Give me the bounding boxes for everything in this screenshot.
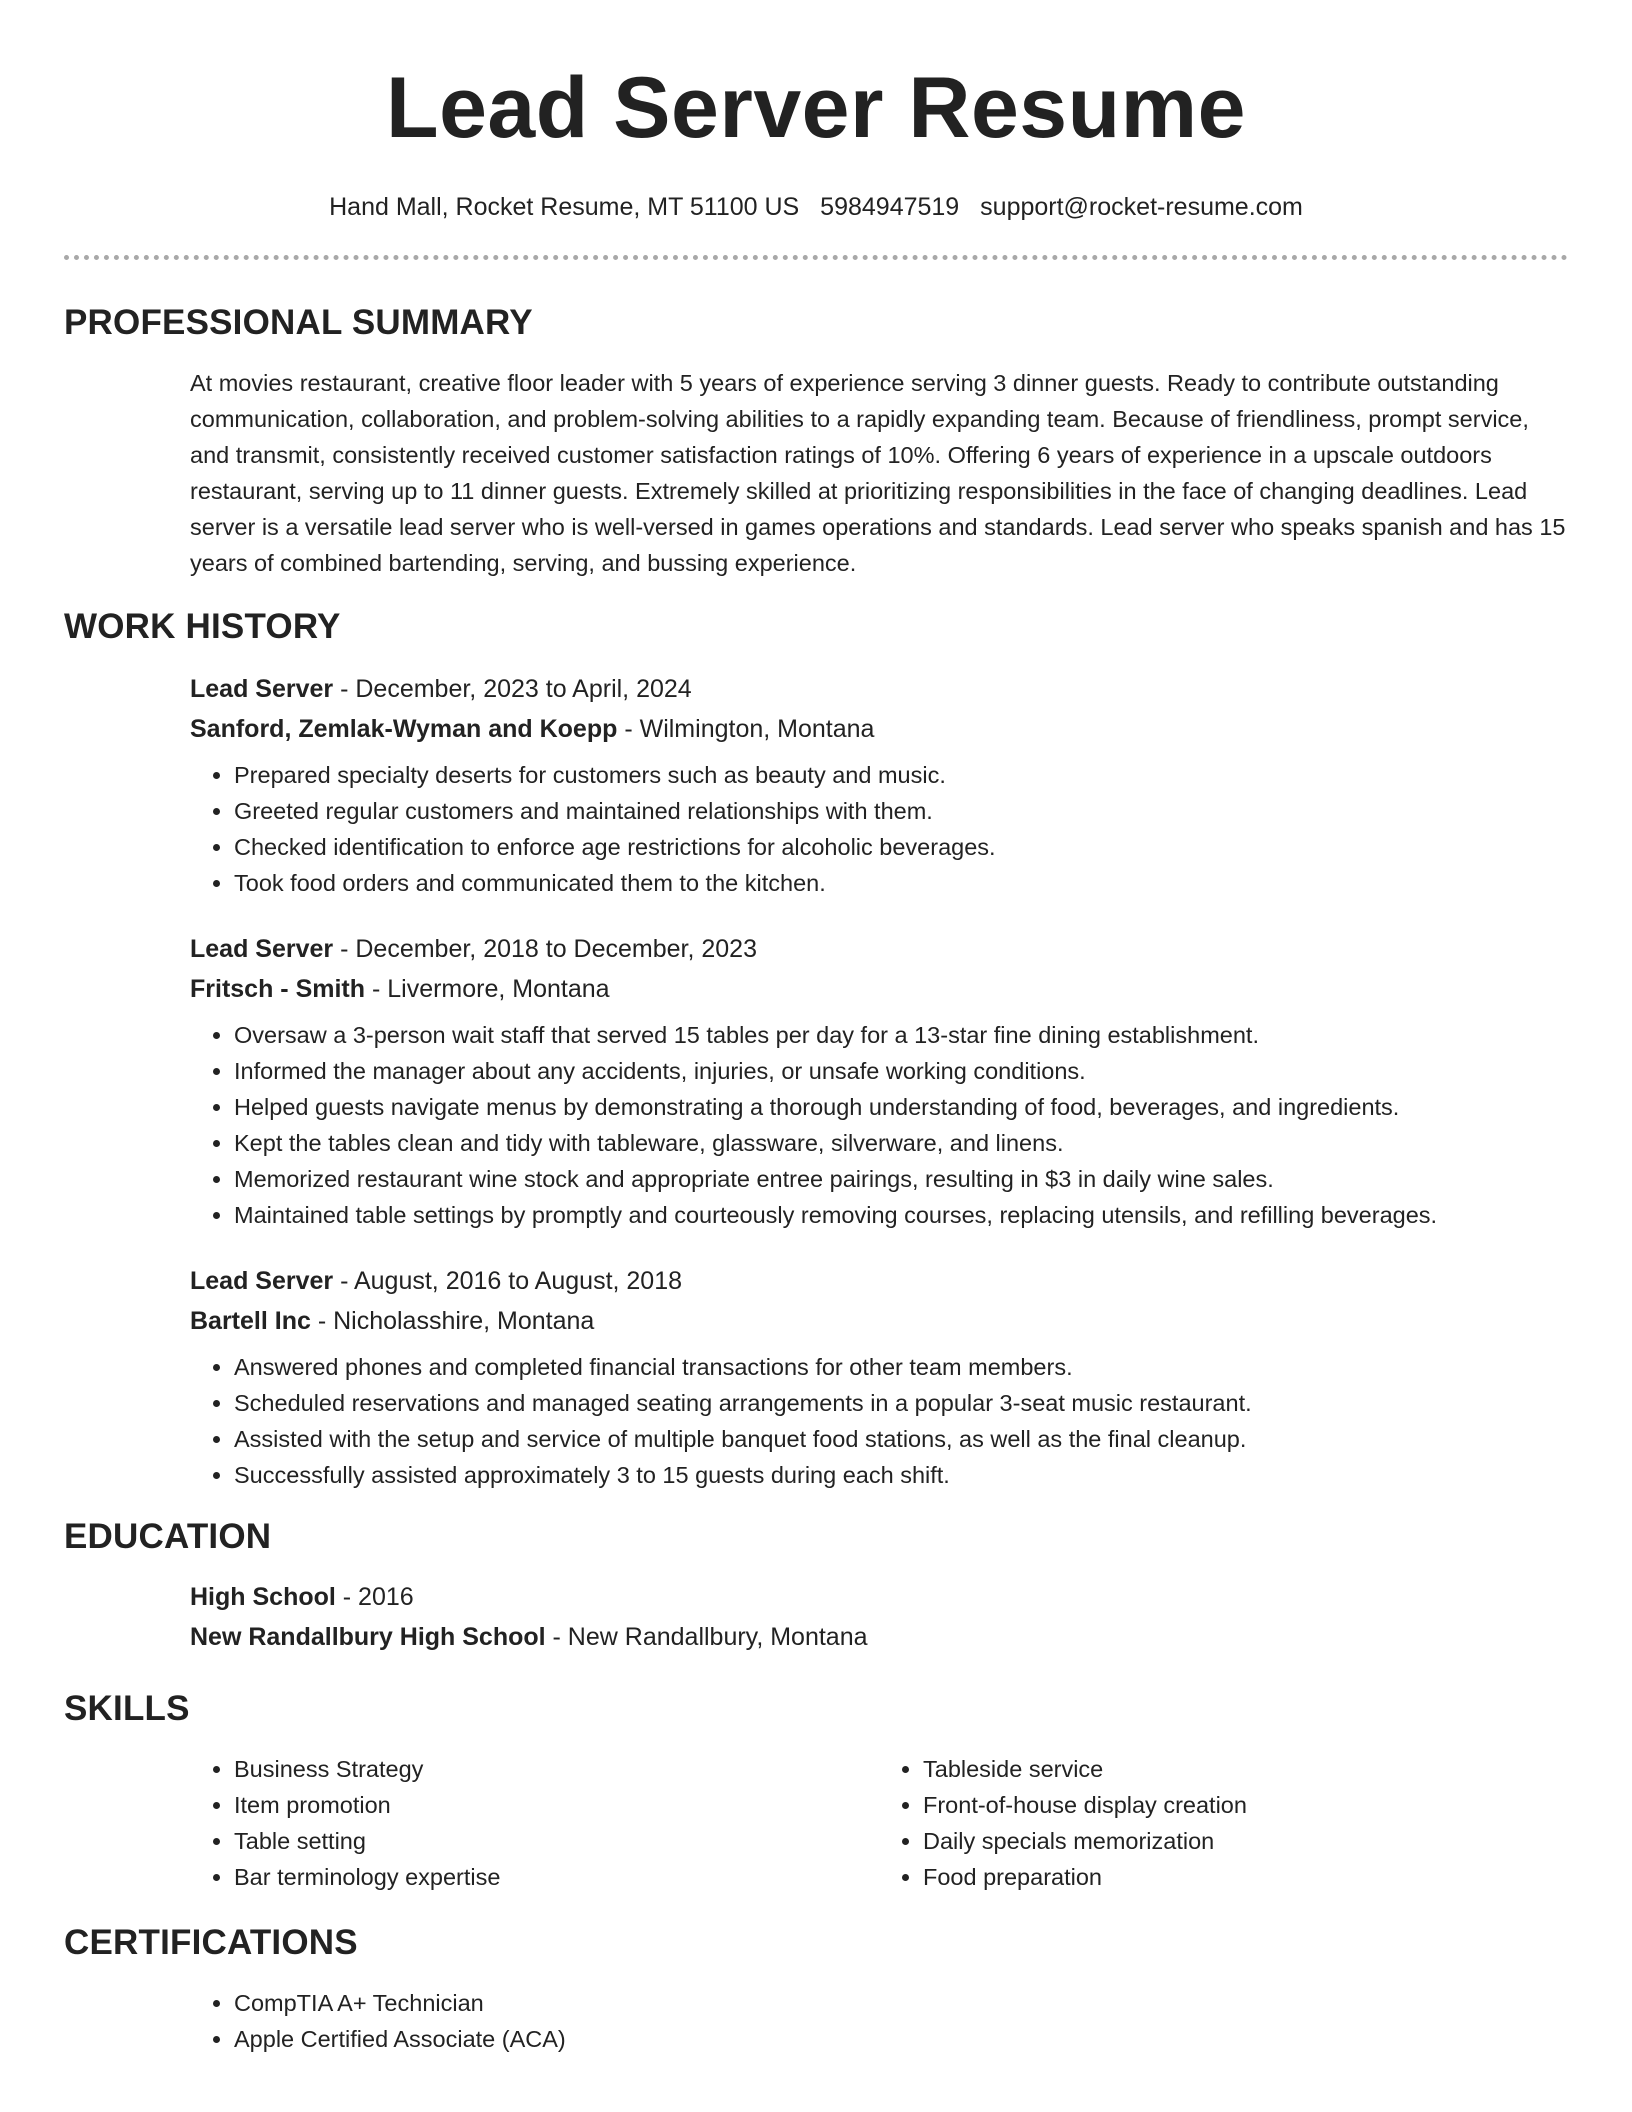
job-location: - Livermore, Montana [365,975,610,1003]
job-company: Fritsch - Smith [190,975,366,1003]
work-history-heading: WORK HISTORY [64,607,341,646]
skills-list-left [190,1751,879,1895]
list-item: • Successfully assisted approximately 3 to 15 guests during each shift. [234,1457,1568,1493]
list-item: • Greeted regular customers and maintained relationships with them. [234,793,1568,829]
job-entry [190,929,1568,1233]
skills-heading: SKILLS [64,1689,190,1728]
job-company: Sanford, Zemlak-Wyman and Koepp [190,715,618,743]
job-dates: - August, 2016 to August, 2018 [333,1267,683,1295]
contact-line [64,192,1568,222]
list-item: • Business Strategy [234,1751,879,1787]
list-item: • Daily specials memorization [923,1823,1568,1859]
certifications-section [190,1985,1568,2057]
list-item: • Bar terminology expertise [234,1859,879,1895]
list-item: • Scheduled reservations and managed seating arrangements in a popular 3-seat music restaurant. [234,1385,1568,1421]
list-item: • Informed the manager about any accidents, injuries, or unsafe working conditions. [234,1053,1568,1089]
contact-email: support@rocket-resume.com [980,193,1303,221]
job-company: Bartell Inc [190,1307,311,1335]
job-company-line [190,969,1568,1009]
job-bullets [190,757,1568,901]
job-title-line [190,1261,1568,1301]
list-item: • Prepared specialty deserts for customers such as beauty and music. [234,757,1568,793]
job-bullets [190,1017,1568,1233]
job-title-line [190,929,1568,969]
header-divider [64,255,1568,260]
contact-phone: 5984947519 [820,193,960,221]
list-item: • Food preparation [923,1859,1568,1895]
job-company-line [190,1301,1568,1341]
list-item: • Table setting [234,1823,879,1859]
job-title: Lead Server [190,1267,334,1295]
skills-grid [190,1751,1568,1895]
list-item: • Helped guests navigate menus by demonstrating a thorough understanding of food, beverages, and ingredients. [234,1089,1568,1125]
skills-list-right [879,1751,1568,1895]
summary-heading: PROFESSIONAL SUMMARY [64,303,533,342]
summary-text: At movies restaurant, creative floor leader with 5 years of experience serving 3 dinner guests. Ready to contribute outstanding communication, collaboration, and problem-solving abilities to a rapidly expanding team. Because of friendliness, prompt service, and transmit, consistently received customer satisfaction ratings of 10%. Offering 6 years of experience in a upscale outdoors restaurant, serving up to 11 dinner guests. Extremely skilled at prioritizing responsibilities in the face of changing deadlines. Lead server is a versatile lead server who is well-versed in games operations and standards. Lead server who speaks spanish and has 15 years of combined bartending, serving, and bussing experience. [190,370,1566,576]
job-dates: - December, 2023 to April, 2024 [333,675,692,703]
list-item: • Memorized restaurant wine stock and appropriate entree pairings, resulting in $3 in daily wine sales. [234,1161,1568,1197]
education-degree: High School [190,1583,336,1611]
list-item: • Checked identification to enforce age restrictions for alcoholic beverages. [234,829,1568,865]
list-item: • Oversaw a 3-person wait staff that served 15 tables per day for a 13-star fine dining establishment. [234,1017,1568,1053]
job-entry [190,1261,1568,1493]
list-item: • Apple Certified Associate (ACA) [234,2021,1568,2057]
list-item: • Kept the tables clean and tidy with tableware, glassware, silverware, and linens. [234,1125,1568,1161]
job-title: Lead Server [190,675,334,703]
certifications-heading: CERTIFICATIONS [64,1923,358,1962]
education-year: - 2016 [335,1583,414,1611]
education-heading: EDUCATION [64,1517,272,1556]
list-item: • Tableside service [923,1751,1568,1787]
list-item: • Answered phones and completed financial transactions for other team members. [234,1349,1568,1385]
page-title: Lead Server Resume [386,60,1246,156]
education-entry [190,1577,1568,1657]
education-school: New Randallbury High School [190,1623,546,1651]
job-location: - Nicholasshire, Montana [310,1307,595,1335]
job-title: Lead Server [190,935,334,963]
education-school-line [190,1617,1568,1657]
list-item: • Item promotion [234,1787,879,1823]
list-item: • Assisted with the setup and service of multiple banquet food stations, as well as the final cleanup. [234,1421,1568,1457]
education-location: - New Randallbury, Montana [545,1623,868,1651]
education-degree-line [190,1577,1568,1617]
list-item: • Front-of-house display creation [923,1787,1568,1823]
certifications-list [190,1985,1568,2057]
list-item: • CompTIA A+ Technician [234,1985,1568,2021]
list-item: • Maintained table settings by promptly and courteously removing courses, replacing utensils, and refilling beverages. [234,1197,1568,1233]
job-bullets [190,1349,1568,1493]
summary-section [190,365,1568,581]
job-entry [190,669,1568,901]
job-dates: - December, 2018 to December, 2023 [333,935,757,963]
job-company-line [190,709,1568,749]
job-location: - Wilmington, Montana [617,715,875,743]
contact-address: Hand Mall, Rocket Resume, MT 51100 US [329,193,800,221]
job-title-line [190,669,1568,709]
list-item: • Took food orders and communicated them to the kitchen. [234,865,1568,901]
